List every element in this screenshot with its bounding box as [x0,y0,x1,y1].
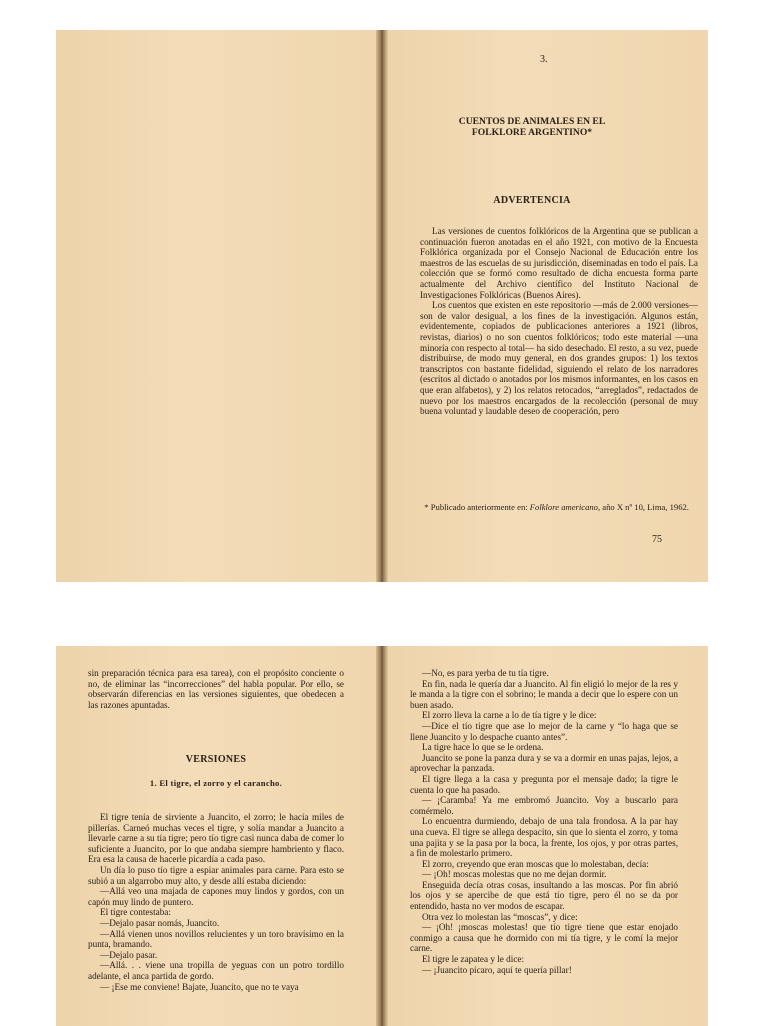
paragraph: — ¡Juancito pícaro, aquí te quería pillar! [422,964,572,975]
paragraph: Un día lo puso tío tigre a espiar animales para carne. Para esto se subió a un algarrobo muy alto, y desde allí estaba diciendo: [88,864,344,886]
intro-continuation: sin preparación técnica para esa tarea), con el propósito conciente o no, de eliminar las “incorrecciones” del habla popular. Por ello, se observarán diferencias en las versiones siguientes, que obedecen a las razones apuntadas. [88,668,344,710]
paragraph: —Allá vienen unos novillos relucientes y un toro bravísimo en la punta, bramando. [88,928,344,950]
page-title: CUENTOS DE ANIMALES EN EL FOLKLORE ARGENTINO* [458,116,606,138]
paragraph: —Dice el tío tigre que ase lo mejor de la carne y “lo haga que se llene Juancito y lo despache cuanto antes”. [410,720,678,742]
paragraph: —Allá veo una majada de capones muy lindos y gordos, con un capón muy lindo de puntero. [88,886,344,907]
right-page [382,646,708,1026]
book-gutter [376,30,388,582]
paragraph: El tigre le zapatea y le dice: [422,954,525,965]
paragraph: La tigre hace lo que se le ordena. [422,742,544,753]
paragraph: El tigre contestaba: [100,907,171,918]
blank-left-page [56,30,380,582]
paragraph: En fin, nada le quería dar a Juancito. Al fin eligió lo mejor de la res y le manda a la tigre con el sobrino; le manda a decir que lo espere con un buen asado. [410,678,678,710]
paragraph: —Dejalo pasar. [100,949,158,960]
paragraph: — ¡Ese me conviene! Bajate, Juancito, que no te vaya [100,981,299,992]
paragraph: —Allá. . . viene una tropilla de yeguas con un potro tordillo adelante, el anca partida de gordo. [88,960,344,981]
advertencia-text [420,226,698,417]
story-text-right [410,668,678,975]
paragraph: Juancito se pone la panza dura y se va a dormir en unas pajas, lejos, a aprovechar la panzada. [410,752,678,774]
paragraph: — ¡Oh! moscas molestas que no me dejan dormir. [422,869,607,880]
book-gutter [376,646,388,1026]
book-spread-top [56,30,708,582]
paragraph: Otra vez lo molestan las “moscas”, y dice: [422,911,578,922]
paragraph: — ¡Oh! ¡moscas molestas! que tío tigre tiene que estar enojado conmigo a causa que he dormido con mi tía tigre, y le comí la mejor carne. [410,922,678,954]
paragraph: Enseguida decía otras cosas, insultando a las moscas. Por fin abrió los ojos y se apercibe de que está tío tigre, pero él no se da por entendido, hasta no ver modos de escapar. [410,879,678,912]
section-heading: VERSIONES [185,754,247,765]
footnote: * Publicado anteriormente en: Folklore americano, año X nº 10, Lima, 1962. [424,502,689,512]
story-text-left [88,812,344,992]
paragraph: El zorro, creyendo que eran moscas que lo molestaban, decía: [422,858,649,869]
right-page [382,30,708,582]
section-heading: ADVERTENCIA [493,195,571,206]
paragraph: —No, es para yerba de tu tía tigre. [422,668,549,678]
left-page [56,646,380,1026]
page-number: 75 [652,534,662,545]
paragraph: —Dejalo pasar nomás, Juancito. [100,917,220,928]
paragraph: Lo encuentra durmiendo, debajo de una tala frondosa. A la par hay una cueva. El tigre se allega despacito, sin que lo sienta el zorro, y toma una pajita y se la pasa por la boca, la frente, los ojos, y por otras partes, a fin de molestarlo primero. [410,816,678,859]
story-title: 1. El tigre, el zorro y el carancho. [149,778,283,788]
paragraph: El tigre tenía de sirviente a Juancito, el zorro; le hacía miles de pillerías. Carneó muchas veces el tigre, y solía mandar a Juancito a llevarle carne a su tía tigre; pero tío tigre casi nunca daba de comer lo suficiente a Juancito, por lo que andaba siempre hambriento y flaco. Era esa la causa de hacerle picardía a cada paso. [88,812,344,865]
paragraph: El zorro lleva la carne a lo de tía tigre y le dice: [422,710,597,721]
paragraph: Los cuentos que existen en este repositorio —más de 2.000 versiones— son de valor desigual, a los fines de la investigación. Algunos están, evidentemente, copiados de publicaciones anteriores a 1921 (libros, revistas, diarios) o no son cuentos folklóricos; todo este material —una minoría con respecto al total— ha sido desechado. El resto, a su vez, puede distribuirse, de modo muy general, en dos grandes grupos: 1) los textos transcriptos con bastante fidelidad, siguiendo el relato de los narradores (escritos al dictado o anotados por los mismos informantes, en los casos en que eran alfabetos), y 2) los relatos retocados, “arreglados”, redactados de nuevo por los maestros encargados de la recolección (personal de muy buena voluntad y laudable deseo de cooperación, pero [420,300,698,417]
page-marker: 3. [540,54,548,65]
paragraph: El tigre llega a la casa y pregunta por el mensaje dado; la tigre le cuenta lo que ha pasado. [410,773,678,795]
paragraph: Las versiones de cuentos folklóricos de la Argentina que se publican a continuación fueron anotadas en el año 1921, con motivo de la Encuesta Folklórica organizada por el Consejo Nacional de Educación entre los maestros de las escuelas de su jurisdicción, diseminadas en todo el país. La colección que se formó como resultado de dicha encuesta forma parte actualmente del Archivo científico del Instituto Nacional de Investigaciones Folklóricas (Buenos Aires). [420,226,698,300]
paragraph: — ¡Caramba! Ya me embromó Juancito. Voy a buscarlo para comérmelo. [410,795,678,816]
book-spread-bottom [56,646,708,1026]
